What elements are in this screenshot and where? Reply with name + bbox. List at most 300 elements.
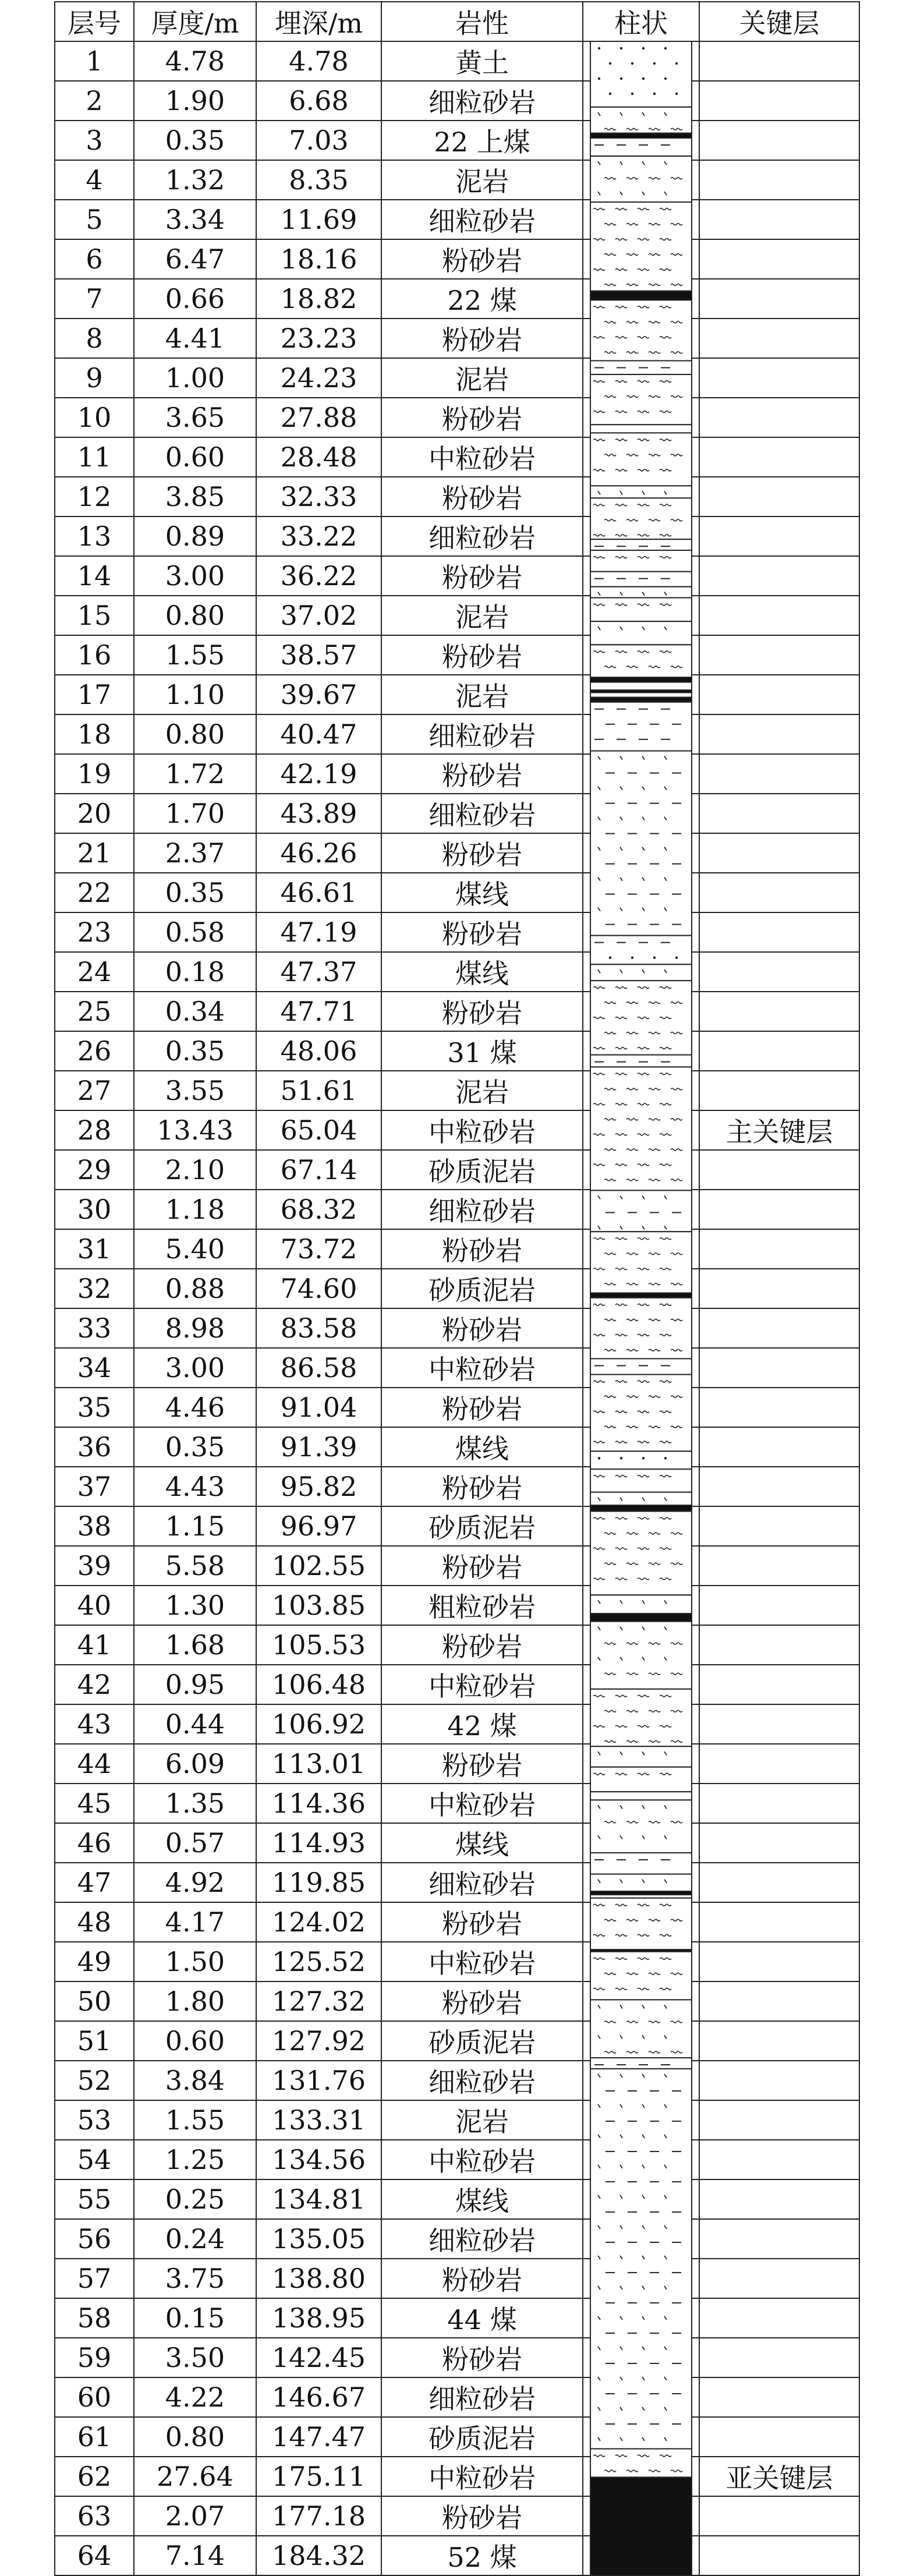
column-layer-10 [590, 374, 692, 424]
table-row [55, 1031, 859, 1071]
layer-id: 56 [55, 2219, 134, 2259]
table-row [55, 160, 859, 200]
depth-value: 119.85 [256, 1863, 381, 1902]
key-stratum-label [699, 477, 859, 516]
table-row [55, 2061, 859, 2100]
layer-id: 15 [55, 596, 134, 635]
table-row [55, 556, 859, 596]
column-layer-30 [590, 964, 692, 981]
lithology-name: 细粒砂岩 [381, 1863, 583, 1902]
depth-value: 43.89 [256, 794, 381, 833]
key-stratum-label [699, 556, 859, 596]
key-stratum-label [699, 1784, 859, 1823]
lithology-name: 粉砂岩 [381, 1546, 583, 1586]
key-stratum-label [699, 2536, 859, 2575]
thickness-value: 0.66 [134, 279, 256, 319]
table-row [55, 1902, 859, 1942]
thickness-value: 27.64 [134, 2457, 256, 2496]
thickness-value: 0.60 [134, 2021, 256, 2061]
layer-id: 48 [55, 1902, 134, 1942]
thickness-value: 1.30 [134, 1586, 256, 1625]
layer-id: 46 [55, 1823, 134, 1863]
table-row [55, 992, 859, 1031]
lithology-name: 粉砂岩 [381, 912, 583, 952]
column-layer-14 [590, 498, 692, 539]
key-stratum-label [699, 714, 859, 754]
thickness-value: 3.34 [134, 200, 256, 239]
strata-table [54, 1, 860, 2576]
key-stratum-label [699, 1190, 859, 1229]
column-layer-29 [590, 936, 692, 965]
table-row [55, 754, 859, 794]
thickness-value: 6.47 [134, 239, 256, 279]
key-stratum-label [699, 239, 859, 279]
depth-value: 184.32 [256, 2536, 381, 2575]
thickness-value: 0.35 [134, 873, 256, 912]
column-layer-43 [590, 1505, 692, 1511]
key-stratum-label [699, 2417, 859, 2457]
thickness-value: 5.40 [134, 1229, 256, 1269]
thickness-value: 0.34 [134, 992, 256, 1031]
lithology-name: 细粒砂岩 [381, 2219, 583, 2259]
column-layer-42 [590, 1492, 692, 1505]
column-layer-9 [590, 360, 692, 374]
column-layer-26 [590, 697, 692, 702]
thickness-value: 7.14 [134, 2536, 256, 2575]
thickness-value: 2.07 [134, 2496, 256, 2536]
lithology-name: 粉砂岩 [381, 319, 583, 358]
column-layer-32 [590, 1055, 692, 1067]
depth-value: 28.48 [256, 437, 381, 477]
lithology-name: 中粒砂岩 [381, 2140, 583, 2179]
key-stratum-label [699, 1071, 859, 1110]
key-stratum-label [699, 1902, 859, 1942]
layer-id: 35 [55, 1388, 134, 1427]
lithologic-column [590, 41, 692, 2575]
thickness-value: 4.22 [134, 2377, 256, 2417]
table-row [55, 358, 859, 398]
key-stratum-label [699, 1506, 859, 1546]
column-layer-11 [590, 424, 692, 433]
column-layer-37 [590, 1298, 692, 1359]
table-row [55, 2536, 859, 2575]
column-layer-45 [590, 1595, 692, 1613]
layer-id: 8 [55, 319, 134, 358]
depth-value: 42.19 [256, 754, 381, 794]
column-layer-54 [590, 1874, 692, 1892]
column-layer-57 [590, 1898, 692, 1950]
key-stratum-label [699, 1744, 859, 1784]
lithology-name: 细粒砂岩 [381, 2377, 583, 2417]
layer-id: 59 [55, 2338, 134, 2377]
depth-value: 47.71 [256, 992, 381, 1031]
depth-value: 47.19 [256, 912, 381, 952]
header-row [55, 2, 859, 41]
column-layer-53 [590, 1853, 692, 1874]
table-row [55, 279, 859, 319]
key-stratum-label [699, 635, 859, 675]
table-row [55, 1071, 859, 1110]
header-thickness: 厚度/m [134, 2, 256, 41]
lithology-name: 煤线 [381, 873, 583, 912]
key-stratum-label [699, 1981, 859, 2021]
lithology-name: 22 上煤 [381, 121, 583, 160]
layer-id: 19 [55, 754, 134, 794]
lithology-name: 粉砂岩 [381, 992, 583, 1031]
table-row [55, 41, 859, 81]
layer-id: 5 [55, 200, 134, 239]
depth-value: 51.61 [256, 1071, 381, 1110]
layer-id: 32 [55, 1269, 134, 1308]
layer-id: 7 [55, 279, 134, 319]
layer-id: 64 [55, 2536, 134, 2575]
thickness-value: 1.15 [134, 1506, 256, 1546]
column-layer-7 [590, 291, 692, 300]
lithology-name: 粉砂岩 [381, 398, 583, 437]
thickness-value: 1.72 [134, 754, 256, 794]
key-stratum-label: 主关键层 [699, 1110, 859, 1150]
lithology-name: 黄土 [381, 41, 583, 81]
table-row [55, 1704, 859, 1744]
layer-id: 30 [55, 1190, 134, 1229]
thickness-value: 0.35 [134, 121, 256, 160]
lithology-name: 细粒砂岩 [381, 1190, 583, 1229]
lithology-name: 粉砂岩 [381, 477, 583, 516]
thickness-value: 8.98 [134, 1308, 256, 1348]
lithology-name: 细粒砂岩 [381, 794, 583, 833]
key-stratum-label [699, 2496, 859, 2536]
layer-id: 52 [55, 2061, 134, 2100]
layer-id: 58 [55, 2298, 134, 2338]
table-row [55, 121, 859, 160]
column-layer-46 [590, 1613, 692, 1621]
depth-value: 106.92 [256, 1704, 381, 1744]
key-stratum-label [699, 952, 859, 992]
depth-value: 27.88 [256, 398, 381, 437]
table-row [55, 635, 859, 675]
lithology-name: 22 煤 [381, 279, 583, 319]
table-row [55, 1823, 859, 1863]
key-stratum-label [699, 437, 859, 477]
layer-id: 13 [55, 516, 134, 556]
depth-value: 127.32 [256, 1981, 381, 2021]
column-layer-6 [590, 202, 692, 291]
depth-value: 138.80 [256, 2259, 381, 2298]
table-row [55, 1427, 859, 1467]
lithology-name: 粉砂岩 [381, 1625, 583, 1665]
layer-id: 62 [55, 2457, 134, 2496]
column-layer-16 [590, 550, 692, 572]
thickness-value: 1.55 [134, 2100, 256, 2140]
key-stratum-label [699, 1823, 859, 1863]
key-stratum-label [699, 1546, 859, 1586]
column-layer-36 [590, 1293, 692, 1298]
thickness-value: 0.88 [134, 1269, 256, 1308]
table-row [55, 2259, 859, 2298]
thickness-value: 1.00 [134, 358, 256, 398]
depth-value: 114.36 [256, 1784, 381, 1823]
column-layer-33 [590, 1067, 692, 1190]
table-row [55, 398, 859, 437]
table-row [55, 1744, 859, 1784]
lithology-name: 细粒砂岩 [381, 200, 583, 239]
lithology-name: 中粒砂岩 [381, 1110, 583, 1150]
depth-value: 131.76 [256, 2061, 381, 2100]
lithology-name: 42 煤 [381, 1704, 583, 1744]
key-stratum-label [699, 2179, 859, 2219]
depth-value: 146.67 [256, 2377, 381, 2417]
key-stratum-label [699, 279, 859, 319]
thickness-value: 0.80 [134, 714, 256, 754]
layer-id: 33 [55, 1308, 134, 1348]
key-stratum-label [699, 1229, 859, 1269]
key-stratum-label [699, 992, 859, 1031]
key-stratum-label [699, 2219, 859, 2259]
lithology-name: 泥岩 [381, 675, 583, 714]
layer-id: 18 [55, 714, 134, 754]
layer-id: 53 [55, 2100, 134, 2140]
layer-id: 21 [55, 833, 134, 873]
table-row [55, 1308, 859, 1348]
table-row [55, 1981, 859, 2021]
table-row [55, 437, 859, 477]
key-stratum-label [699, 1031, 859, 1071]
lithology-name: 泥岩 [381, 596, 583, 635]
layer-id: 50 [55, 1981, 134, 2021]
lithology-name: 粉砂岩 [381, 1744, 583, 1784]
key-stratum-label [699, 2377, 859, 2417]
depth-value: 175.11 [256, 2457, 381, 2496]
lithology-name: 中粒砂岩 [381, 1665, 583, 1704]
thickness-value: 5.58 [134, 1546, 256, 1586]
column-layer-31 [590, 981, 692, 1055]
lithology-name: 31 煤 [381, 1031, 583, 1071]
layer-id: 60 [55, 2377, 134, 2417]
depth-value: 38.57 [256, 635, 381, 675]
key-stratum-label [699, 2021, 859, 2061]
column-layer-59 [590, 1952, 692, 2000]
depth-value: 96.97 [256, 1506, 381, 1546]
depth-value: 47.37 [256, 952, 381, 992]
column-layer-22 [590, 677, 692, 682]
layer-id: 41 [55, 1625, 134, 1665]
thickness-value: 3.00 [134, 556, 256, 596]
table-row [55, 1546, 859, 1586]
lithology-name: 粉砂岩 [381, 239, 583, 279]
lithology-name: 粉砂岩 [381, 1229, 583, 1269]
layer-id: 42 [55, 1665, 134, 1704]
layer-id: 6 [55, 239, 134, 279]
key-stratum-label [699, 1704, 859, 1744]
column-layer-51 [590, 1792, 692, 1800]
layer-id: 29 [55, 1150, 134, 1190]
key-stratum-label [699, 873, 859, 912]
depth-value: 46.26 [256, 833, 381, 873]
column-layer-60 [590, 2000, 692, 2058]
table-row [55, 516, 859, 556]
layer-id: 26 [55, 1031, 134, 1071]
depth-value: 91.39 [256, 1427, 381, 1467]
table-row [55, 2140, 859, 2179]
key-stratum-label [699, 833, 859, 873]
depth-value: 147.47 [256, 2417, 381, 2457]
table-row [55, 2338, 859, 2377]
column-layer-21 [590, 645, 692, 677]
lithology-name: 细粒砂岩 [381, 81, 583, 121]
depth-value: 18.82 [256, 279, 381, 319]
depth-value: 127.92 [256, 2021, 381, 2061]
column-layer-47 [590, 1622, 692, 1689]
depth-value: 33.22 [256, 516, 381, 556]
layer-id: 45 [55, 1784, 134, 1823]
lithology-name: 粉砂岩 [381, 2338, 583, 2377]
key-stratum-label [699, 596, 859, 635]
key-stratum-label [699, 200, 859, 239]
thickness-value: 3.65 [134, 398, 256, 437]
lithology-name: 细粒砂岩 [381, 516, 583, 556]
table-row [55, 1269, 859, 1308]
thickness-value: 1.68 [134, 1625, 256, 1665]
thickness-value: 0.35 [134, 1031, 256, 1071]
thickness-value: 0.24 [134, 2219, 256, 2259]
lithology-name: 细粒砂岩 [381, 714, 583, 754]
table-row [55, 319, 859, 358]
depth-value: 24.23 [256, 358, 381, 398]
table-row [55, 794, 859, 833]
table-row [55, 1150, 859, 1190]
lithology-name: 52 煤 [381, 2536, 583, 2575]
column-layer-12 [590, 433, 692, 486]
table-row [55, 2021, 859, 2061]
key-stratum-label [699, 2259, 859, 2298]
depth-value: 36.22 [256, 556, 381, 596]
layer-id: 61 [55, 2417, 134, 2457]
lithology-name: 泥岩 [381, 358, 583, 398]
key-stratum-label [699, 1388, 859, 1427]
depth-value: 65.04 [256, 1110, 381, 1150]
thickness-value: 4.92 [134, 1863, 256, 1902]
table-row [55, 1942, 859, 1981]
thickness-value: 1.35 [134, 1784, 256, 1823]
thickness-value: 0.44 [134, 1704, 256, 1744]
lithology-name: 泥岩 [381, 160, 583, 200]
column-layer-41 [590, 1469, 692, 1492]
key-stratum-label [699, 1942, 859, 1981]
thickness-value: 3.84 [134, 2061, 256, 2100]
table-row [55, 1388, 859, 1427]
depth-value: 135.05 [256, 2219, 381, 2259]
depth-value: 102.55 [256, 1546, 381, 1586]
lithology-name: 煤线 [381, 1427, 583, 1467]
depth-value: 106.48 [256, 1665, 381, 1704]
layer-id: 17 [55, 675, 134, 714]
depth-value: 8.35 [256, 160, 381, 200]
column-layer-50 [590, 1767, 692, 1792]
thickness-value: 2.37 [134, 833, 256, 873]
column-layer-62 [590, 2069, 692, 2449]
key-stratum-label [699, 1348, 859, 1388]
column-layer-63 [590, 2449, 692, 2478]
lithology-name: 中粒砂岩 [381, 437, 583, 477]
thickness-value: 4.17 [134, 1902, 256, 1942]
lithology-name: 砂质泥岩 [381, 1269, 583, 1308]
layer-id: 11 [55, 437, 134, 477]
table-row [55, 1625, 859, 1665]
thickness-value: 0.18 [134, 952, 256, 992]
key-stratum-label [699, 160, 859, 200]
thickness-value: 3.50 [134, 2338, 256, 2377]
lithology-name: 中粒砂岩 [381, 1348, 583, 1388]
thickness-value: 4.43 [134, 1467, 256, 1506]
column-layer-2 [590, 107, 692, 133]
column-layer-13 [590, 486, 692, 498]
thickness-value: 0.15 [134, 2298, 256, 2338]
layer-id: 34 [55, 1348, 134, 1388]
key-stratum-label [699, 81, 859, 121]
thickness-value: 0.35 [134, 1427, 256, 1467]
key-stratum-label [699, 2100, 859, 2140]
lithology-name: 泥岩 [381, 1071, 583, 1110]
lithology-name: 煤线 [381, 1823, 583, 1863]
key-stratum-label [699, 1863, 859, 1902]
thickness-value: 0.80 [134, 2417, 256, 2457]
column-layer-52 [590, 1800, 692, 1853]
thickness-value: 1.70 [134, 794, 256, 833]
column-layer-4 [590, 138, 692, 156]
depth-value: 18.16 [256, 239, 381, 279]
layer-id: 47 [55, 1863, 134, 1902]
layer-id: 55 [55, 2179, 134, 2219]
thickness-value: 4.46 [134, 1388, 256, 1427]
layer-id: 12 [55, 477, 134, 516]
thickness-value: 1.55 [134, 635, 256, 675]
lithology-name: 粉砂岩 [381, 1981, 583, 2021]
table-row [55, 1348, 859, 1388]
table-row [55, 1229, 859, 1269]
table-row [55, 912, 859, 952]
key-stratum-label [699, 1665, 859, 1704]
depth-value: 138.95 [256, 2298, 381, 2338]
depth-value: 32.33 [256, 477, 381, 516]
layer-id: 51 [55, 2021, 134, 2061]
key-stratum-label [699, 675, 859, 714]
depth-value: 86.58 [256, 1348, 381, 1388]
layer-id: 1 [55, 41, 134, 81]
column-layer-48 [590, 1689, 692, 1746]
layer-id: 49 [55, 1942, 134, 1981]
thickness-value: 1.80 [134, 1981, 256, 2021]
depth-value: 46.61 [256, 873, 381, 912]
lithology-name: 砂质泥岩 [381, 2417, 583, 2457]
key-stratum-label [699, 1269, 859, 1308]
lithology-name: 细粒砂岩 [381, 2061, 583, 2100]
layer-id: 37 [55, 1467, 134, 1506]
lithology-name: 粉砂岩 [381, 2259, 583, 2298]
layer-id: 43 [55, 1704, 134, 1744]
table-row [55, 833, 859, 873]
lithology-name: 粉砂岩 [381, 2496, 583, 2536]
table-row [55, 1863, 859, 1902]
depth-value: 83.58 [256, 1308, 381, 1348]
key-stratum-label [699, 319, 859, 358]
key-stratum-label [699, 1625, 859, 1665]
lithology-name: 砂质泥岩 [381, 1150, 583, 1190]
thickness-value: 0.58 [134, 912, 256, 952]
depth-value: 4.78 [256, 41, 381, 81]
layer-id: 57 [55, 2259, 134, 2298]
table-row [55, 1110, 859, 1150]
thickness-value: 1.90 [134, 81, 256, 121]
